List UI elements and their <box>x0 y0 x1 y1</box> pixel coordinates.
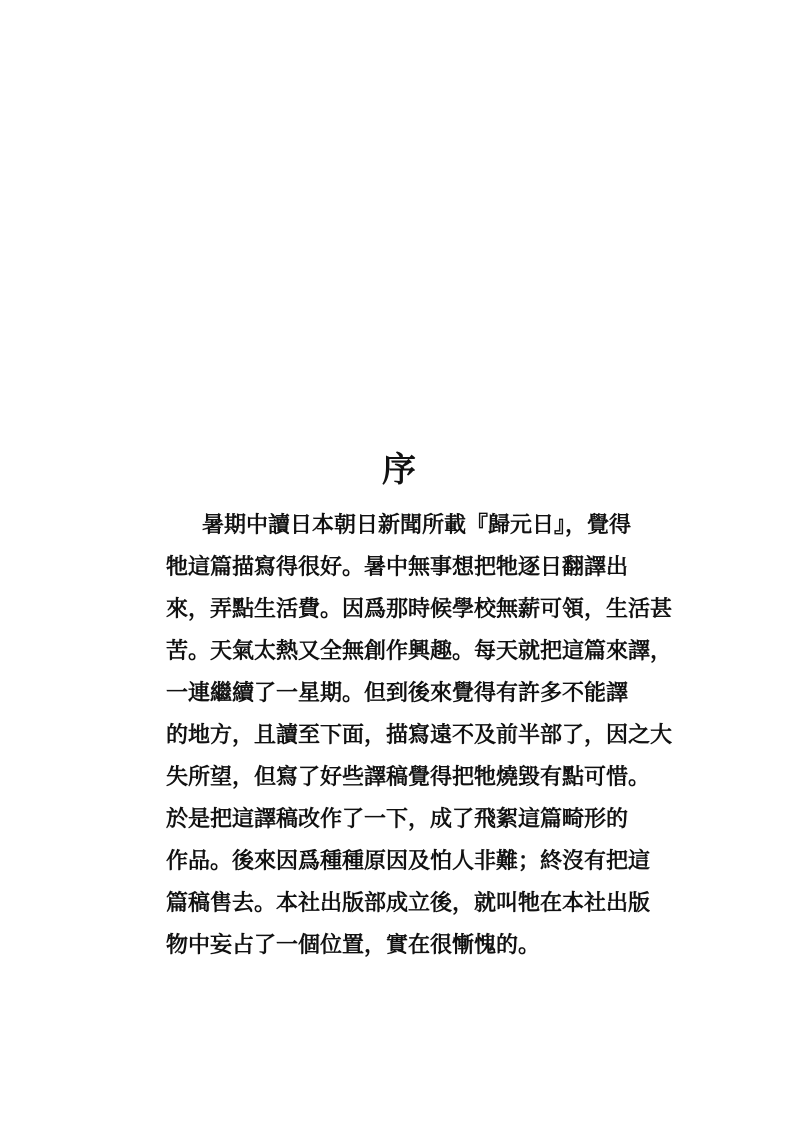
text-line: 作品。後來因爲種種原因及怕人非難；終沒有把這 <box>166 848 651 874</box>
text-line: 的地方，且讀至下面，描寫遠不及前半部了，因之大 <box>166 722 673 748</box>
preface-body <box>166 504 673 966</box>
text-line: 來，弄點生活費。因爲那時候學校無薪可領，生活甚 <box>166 596 673 622</box>
text-line: 暑期中讀日本朝日新聞所載『歸元日』，覺得 <box>202 512 632 538</box>
text-line: 一連繼續了一星期。但到後來覺得有許多不能譯 <box>166 680 629 706</box>
text-line: 失所望，但寫了好些譯稿覺得把牠燒毀有點可惜。 <box>166 764 651 790</box>
text-line: 苦。天氣太熱又全無創作興趣。每天就把這篇來譯， <box>166 638 673 664</box>
text-line: 物中妄占了一個位置，實在很慚愧的。 <box>166 932 541 958</box>
text-line: 於是把這譯稿改作了一下，成了飛絮這篇畸形的 <box>166 806 629 832</box>
text-line: 篇稿售去。本社出版部成立後，就叫牠在本社出版 <box>166 890 651 916</box>
text-line: 牠這篇描寫得很好。暑中無事想把牠逐日翻譯出 <box>166 554 629 580</box>
preface-title: 序 <box>382 450 418 490</box>
